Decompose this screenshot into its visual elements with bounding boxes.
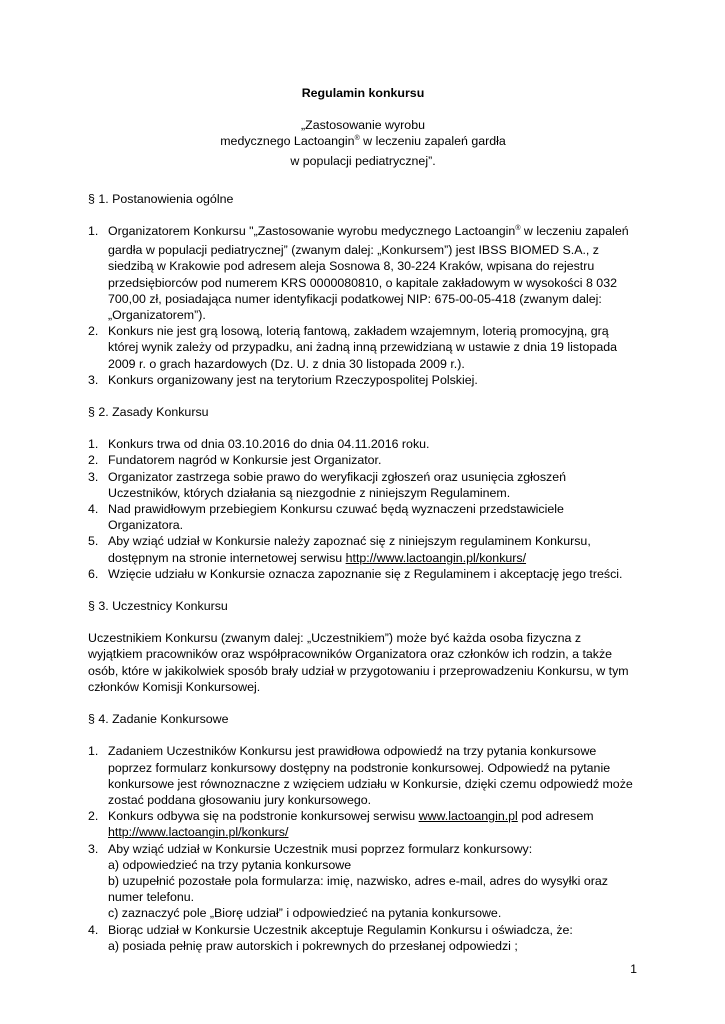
list-item: 2. Konkurs odbywa się na podstronie konkursowej serwisu www.lactoangin.pl pod adresem http://www.lactoangin.pl/konkurs/ (88, 809, 594, 840)
list-item: 4. Biorąc udział w Konkursie Uczestnik akceptuje Regulamin Konkursu i oświadcza, że: a) posiada pełnię praw autorskich i pokrewnych do przesłanej odpowiedzi ; (88, 922, 573, 953)
contest-page-link[interactable]: http://www.lactoangin.pl/konkurs/ (108, 825, 289, 840)
list-item: 3. Organizator zastrzega sobie prawo do weryfikacji zgłoszeń oraz usunięcia zgłoszeń Uczestników, których działania są niezgodnie z niniejszym Regulaminem. (88, 469, 566, 500)
list-item: 5. Aby wziąć udział w Konkursie należy zapoznać się z niniejszym regulaminem Konkursu, dostępnym na stronie internetowej serwisu http://www.lactoangin.pl/konkurs/ (88, 534, 591, 565)
section-2-heading: § 2. Zasady Konkursu (88, 405, 209, 420)
list-item: 4. Nad prawidłowym przebiegiem Konkursu czuwać będą wyznaczeni przedstawiciele Organizatora. (88, 502, 564, 533)
contest-subtitle: „Zastosowanie wyrobu medycznego Lactoangin® w leczeniu zapaleń gardła w populacji pediatrycznej”. (220, 118, 506, 168)
section-4-list (88, 743, 638, 954)
section-3-heading: § 3. Uczestnicy Konkursu (88, 599, 228, 614)
document-title: Regulamin konkursu (301, 86, 425, 100)
list-item: 1. Zadaniem Uczestników Konkursu jest prawidłowa odpowiedź na trzy pytania konkursowe poprzez formularz konkursowy dostępny na podstronie konkursowej. Odpowiedź na pytanie konkursowe jest równoznaczne z wzięciem udziału w Konkursie, dzięki czemu odpowiedź może zostać poddana głosowaniu jury konkursowego. (88, 744, 633, 807)
list-item: 2. Fundatorem nagród w Konkursie jest Organizator. (88, 453, 382, 468)
list-item: 3. Aby wziąć udział w Konkursie Uczestnik musi poprzez formularz konkursowy: a) odpowiedzieć na trzy pytania konkursowe b) uzupełnić pozostałe pola formularza: imię, nazwisko, adres e-mail, adres do wysyłki oraz numer telefonu. c) zaznaczyć pole „Biorę udział” i odpowiedzieć na pytania konkursowe. (88, 841, 608, 921)
contest-page-link[interactable]: http://www.lactoangin.pl/konkurs/ (345, 550, 527, 565)
list-item: 1. Konkurs trwa od dnia 03.10.2016 do dnia 04.11.2016 roku. (88, 437, 430, 452)
list-item: 2. Konkurs nie jest grą losową, loterią fantową, zakładem wzajemnym, loterią promocyjną, grą której wynik zależy od przypadku, ani żadną inną przewidzianą w ustawie z dnia 19 listopada 2009 r. o grach hazardowych (Dz. U. z dnia 30 listopada 2009 r.). (88, 324, 617, 371)
page-number: 1 (630, 962, 637, 976)
section-1-list (88, 223, 638, 388)
section-2-list (88, 436, 638, 582)
registered-mark: ® (354, 135, 360, 143)
section-1-heading: § 1. Postanowienia ogólne (88, 191, 234, 206)
section-4-heading: § 4. Zadanie Konkursowe (88, 712, 229, 727)
list-item: 6. Wzięcie udziału w Konkursie oznacza zapoznanie się z Regulaminem i akceptację jego treści. (88, 566, 623, 581)
list-item: 3. Konkurs organizowany jest na terytorium Rzeczypospolitej Polskiej. (88, 372, 478, 387)
section-3-paragraph: Uczestnikiem Konkursu (zwanym dalej: „Uczestnikiem”) może być każda osoba fizyczna z wyjątkiem pracowników oraz współpracowników Organizatora oraz członków ich rodzin, a także osób, które w jakikolwiek sposób brały udział w przygotowaniu i przeprowadzeniu Konkursu, w tym członków Komisji Konkursowej. (88, 631, 629, 694)
site-link[interactable]: www.lactoangin.pl (418, 809, 518, 824)
document-body (88, 85, 638, 954)
list-item: 1. Organizatorem Konkursu "„Zastosowanie wyrobu medycznego Lactoangin® w leczeniu zapaleń gardła w populacji pediatrycznej” (zwanym dalej: „Konkursem”) jest IBSS BIOMED S.A., z siedzibą w Krakowie pod adresem aleja Sosnowa 8, 30-224 Kraków, wpisana do rejestru przedsiębiorców pod numerem KRS 0000080810, o kapitale zakładowym w wysokości 8 032 700,00 zł, posiadająca numer identyfikacji podatkowej NIP: 675-00-05-418 (zwanym dalej: „Organizatorem”). (88, 224, 629, 323)
